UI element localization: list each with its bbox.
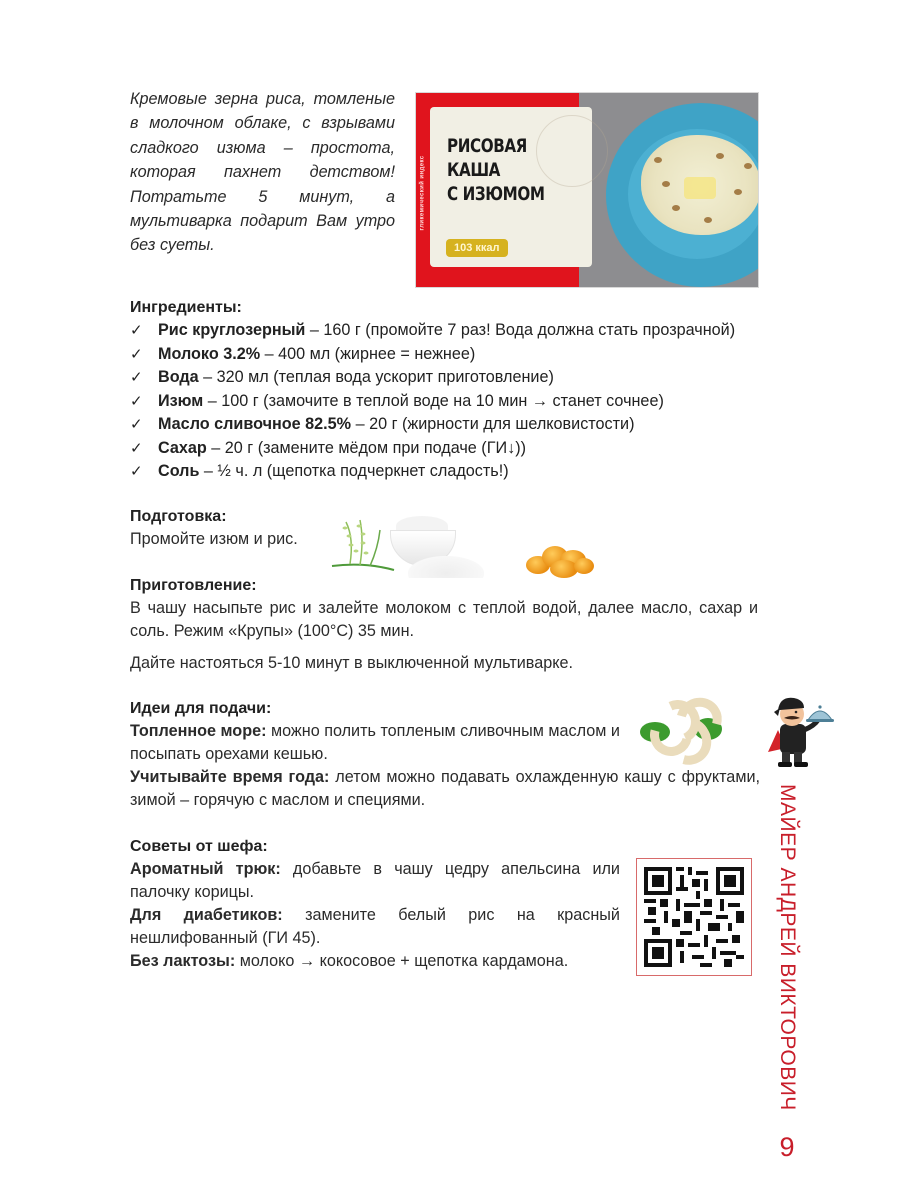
chef-icon [766, 690, 836, 770]
chef-tips-section [130, 835, 620, 973]
chef-tip [130, 904, 620, 950]
cover-title [447, 135, 545, 207]
cooking-heading: Приготовление: [130, 577, 257, 594]
serving-heading: Идеи для подачи: [130, 700, 272, 717]
checkmark-icon: ✓ [130, 369, 143, 386]
author-name [770, 784, 804, 1111]
ingredient-name: Соль [158, 462, 200, 480]
serving-idea-text: можно полить топленым сливочным маслом и посыпать орехами кешью. [130, 722, 620, 763]
ingredient-name: Рис круглозерный [158, 321, 306, 339]
chef-tip [130, 950, 620, 973]
page-number: 9 [779, 1132, 795, 1162]
ingredient-detail: – 160 г (промойте 7 раз! Вода должна стать прозрачной) [305, 321, 736, 339]
checkmark-icon: ✓ [130, 392, 143, 410]
ingredient-detail: – ½ ч. л (щепотка подчеркнет сладость!) [199, 462, 509, 480]
qr-code-icon [644, 866, 744, 968]
qr-code[interactable] [636, 858, 752, 976]
ingredient-item [130, 460, 770, 484]
chef-tip-text: замените белый рис на красный нешлифованный (ГИ 45). [130, 906, 620, 947]
raisin-blob [574, 558, 594, 574]
raisin-dot [704, 217, 712, 223]
ingredient-item [130, 343, 770, 367]
ingredient-item [130, 390, 770, 414]
lemon-sketch-icon [536, 115, 608, 187]
ingredients-section [130, 296, 770, 484]
serving-idea [130, 720, 630, 766]
recipe-cover-image [415, 92, 759, 288]
ingredient-detail: – 20 г (замените мёдом при подаче (ГИ↓)) [206, 438, 526, 457]
serving-idea-label: Топленное море: [130, 722, 267, 740]
checkmark-icon: ✓ [130, 439, 143, 457]
ingredient-item [130, 366, 770, 390]
ingredient-item [130, 319, 770, 343]
ingredient-name: Изюм [158, 391, 204, 410]
raisin-dot [744, 163, 752, 169]
raisin-dot [716, 153, 724, 159]
ingredients-heading: Ингредиенты: [130, 299, 242, 316]
cashew-image [638, 696, 722, 756]
cover-title-line: РИСОВАЯ [447, 136, 527, 157]
chef-tip-text: молоко → кокосовое + щепотка кардамона. [235, 952, 569, 970]
cover-side-label [416, 113, 430, 273]
chef-tip [130, 858, 620, 904]
serving-idea [130, 766, 760, 812]
cooking-text: В чашу насыпьте рис и залейте молоком с теплой водой, далее масло, сахар и соль. Режим «Крупы» (100°С) 35 мин. [130, 599, 758, 640]
chef-tip-label: Для диабетиков: [130, 906, 283, 924]
checkmark-icon: ✓ [130, 463, 143, 480]
chef-tip-label: Ароматный трюк: [130, 860, 281, 878]
checkmark-icon: ✓ [130, 416, 143, 433]
cover-title-line: КАША [447, 160, 500, 181]
cooking-section [130, 574, 758, 675]
preparation-section [130, 505, 330, 551]
author-name-text: МАЙЕР АНДРЕЙ ВИКТОРОВИЧ [776, 784, 799, 1111]
ingredient-detail: – 400 мл (жирнее = нежнее) [260, 344, 476, 363]
side-label-text: гликемический индекс [420, 155, 426, 231]
resting-text: Дайте настояться 5-10 минут в выключенной мультиварке. [130, 654, 573, 672]
rice-bowl-image [330, 510, 490, 580]
ingredient-detail: – 20 г (жирности для шелковистости) [351, 415, 635, 433]
ingredients-list [130, 319, 770, 484]
ingredient-detail: – 320 мл (теплая вода ускорит приготовление) [198, 368, 554, 386]
raisin-dot [672, 205, 680, 211]
cover-title-line: С ИЗЮМОМ [447, 184, 545, 205]
checkmark-icon: ✓ [130, 345, 143, 363]
preparation-heading: Подготовка: [130, 508, 227, 525]
raisin-dot [654, 157, 662, 163]
ingredient-item [130, 437, 770, 461]
serving-idea-label: Учитывайте время года: [130, 768, 330, 786]
ingredient-name: Молоко 3.2% [158, 344, 261, 363]
chef-mascot-image [766, 690, 836, 770]
calories-badge: 103 ккал [446, 239, 508, 257]
ingredient-name: Масло сливочное 82.5% [158, 415, 352, 433]
intro-paragraph: Кремовые зерна риса, томленые в молочном облаке, с взрывами сладкого изюма – простота, которая пахнет детством! Потратьте 5 минут, а мультиварка подарит Вам утро без суеты. [130, 90, 395, 255]
preparation-text: Промойте изюм и рис. [130, 530, 298, 548]
ingredient-detail: – 100 г (замочите в теплой воде на 10 мин → станет сочнее) [203, 391, 664, 410]
raisin-dot [662, 181, 670, 187]
rice-stalk-icon [330, 518, 400, 574]
ingredient-item [130, 413, 770, 437]
checkmark-icon: ✓ [130, 322, 143, 339]
chef-tips-heading: Советы от шефа: [130, 838, 268, 855]
butter-shape [684, 177, 716, 199]
chef-tip-text: добавьте в чашу цедру апельсина или палочку корицы. [130, 860, 620, 901]
chef-tip-label: Без лактозы: [130, 952, 236, 970]
serving-idea-text: летом можно подавать охлажденную кашу с фруктами, зимой – горячую с маслом и специями. [130, 768, 760, 809]
ingredient-name: Вода [158, 368, 199, 386]
ingredient-name: Сахар [158, 438, 207, 457]
raisin-dot [734, 189, 742, 195]
